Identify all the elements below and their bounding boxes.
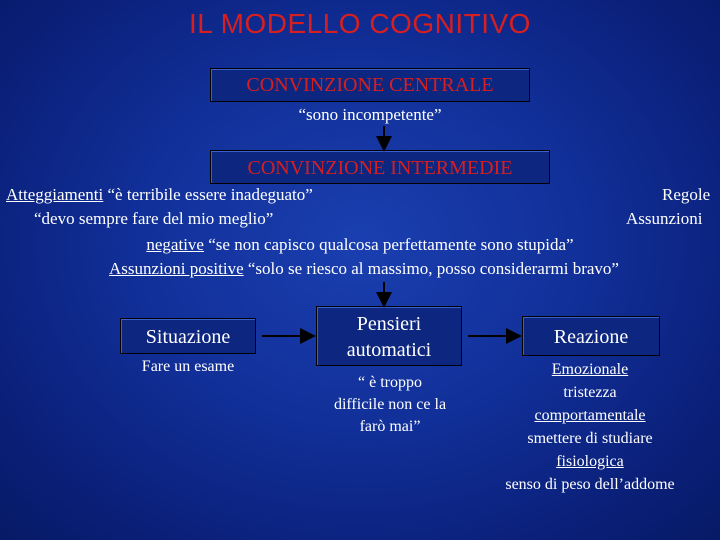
core-belief-label: CONVINZIONE CENTRALE bbox=[246, 74, 494, 96]
attitudes-term: Atteggiamenti bbox=[6, 185, 104, 204]
intermediate-belief-label: CONVINZIONE INTERMEDIE bbox=[247, 157, 513, 179]
automatic-thoughts-label-1: Pensieri bbox=[356, 313, 422, 335]
thought-line-2: difficile non ce la bbox=[333, 396, 447, 413]
intermediate-line-2: “devo sempre fare del mio meglio” bbox=[34, 209, 274, 228]
negative-text: “se non capisco qualcosa perfettamente sono stupida” bbox=[203, 235, 574, 254]
automatic-thoughts-label-2: automatici bbox=[346, 339, 432, 361]
situation-detail: Fare un esame bbox=[141, 358, 235, 375]
negative-term: negative bbox=[146, 235, 204, 254]
attitudes-text: “è terribile essere inadeguato” bbox=[103, 185, 313, 204]
assumptions-term: Assunzioni bbox=[626, 209, 703, 228]
positive-text: “solo se riesco al massimo, posso considerarmi bravo” bbox=[243, 259, 619, 278]
core-belief-quote: “sono incompetente” bbox=[298, 105, 442, 124]
situation-label: Situazione bbox=[145, 326, 231, 348]
positive-term: Assunzioni positive bbox=[109, 259, 244, 278]
behavioral-heading: comportamentale bbox=[534, 407, 646, 424]
thought-line-3: farò mai” bbox=[359, 418, 421, 435]
emotional-value: tristezza bbox=[563, 384, 617, 401]
emotional-heading: Emozionale bbox=[551, 361, 629, 378]
thought-line-1: “ è troppo bbox=[358, 374, 422, 391]
reaction-label: Reazione bbox=[553, 326, 629, 348]
slide-title: IL MODELLO COGNITIVO bbox=[189, 8, 531, 39]
behavioral-value: smettere di studiare bbox=[527, 430, 653, 447]
rules-term: Regole bbox=[662, 185, 711, 204]
physiological-heading: fisiologica bbox=[556, 453, 624, 470]
physiological-value: senso di peso dell’addome bbox=[505, 476, 675, 493]
